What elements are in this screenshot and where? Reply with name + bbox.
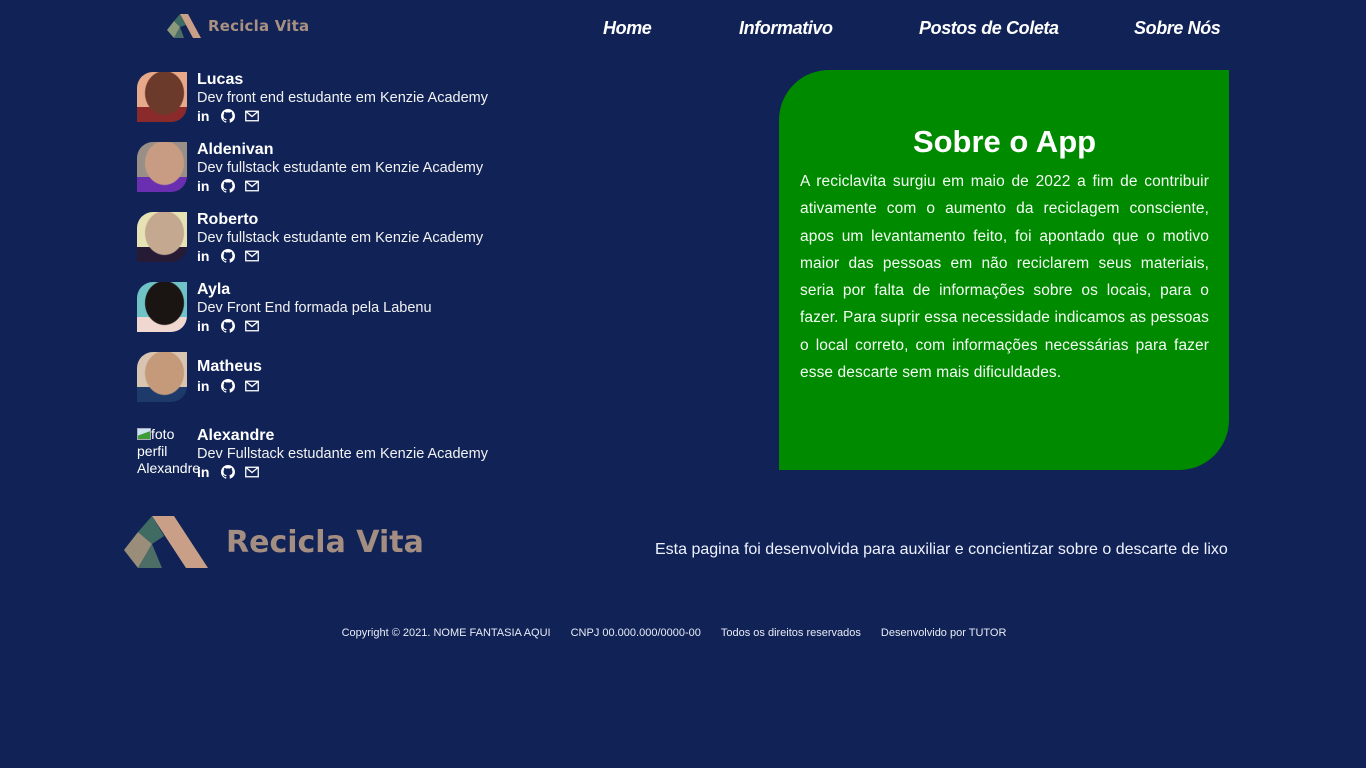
footer-tagline: Esta pagina foi desenvolvida para auxiliar e concientizar sobre o descarte de lixo	[655, 541, 1228, 558]
linkedin-icon[interactable]: in	[197, 178, 210, 194]
member-name: Roberto	[197, 211, 259, 228]
recicla-vita-logo-icon	[166, 13, 202, 39]
recicla-vita-logo-icon	[122, 514, 210, 570]
team-member-alexandre	[137, 426, 557, 496]
developed-by-text: Desenvolvido por TUTOR	[880, 627, 1007, 639]
about-title: Sobre o App	[912, 124, 1097, 159]
github-icon[interactable]	[221, 319, 235, 333]
member-name: Lucas	[197, 71, 244, 88]
team-member-matheus	[137, 350, 557, 426]
nav-sobre-nos[interactable]: Sobre Nós	[1134, 18, 1221, 38]
nav-home[interactable]: Home	[603, 18, 652, 38]
github-icon[interactable]	[221, 465, 235, 479]
member-name: Matheus	[197, 358, 262, 375]
footer-brand-name: Recicla Vita	[226, 524, 424, 560]
rights-text: Todos os direitos reservados	[720, 627, 861, 639]
mail-icon[interactable]	[245, 180, 259, 192]
avatar	[137, 352, 187, 402]
github-icon[interactable]	[221, 179, 235, 193]
member-name: Ayla	[197, 281, 231, 298]
team-member-ayla	[137, 280, 557, 350]
header-logo[interactable]	[166, 13, 309, 39]
nav-postos-de-coleta[interactable]: Postos de Coleta	[919, 18, 1059, 38]
site-header	[0, 0, 1366, 58]
mail-icon[interactable]	[245, 320, 259, 332]
member-info	[197, 70, 488, 124]
team-list	[137, 70, 557, 496]
mail-icon[interactable]	[245, 110, 259, 122]
member-social-links	[197, 464, 488, 480]
member-info	[197, 280, 432, 334]
member-info	[197, 210, 483, 264]
mail-icon[interactable]	[245, 250, 259, 262]
linkedin-icon[interactable]: in	[197, 318, 210, 334]
mail-icon[interactable]	[245, 380, 259, 392]
team-member-aldenivan	[137, 140, 557, 210]
header-brand-name: Recicla Vita	[208, 17, 310, 35]
linkedin-icon[interactable]: in	[197, 248, 210, 264]
member-role: Dev fullstack estudante em Kenzie Academy	[197, 230, 484, 246]
member-social-links	[197, 378, 262, 394]
team-member-lucas	[137, 70, 557, 140]
member-role: Dev front end estudante em Kenzie Academy	[197, 90, 488, 106]
github-icon[interactable]	[221, 379, 235, 393]
avatar-broken-image: foto perfil Alexandre	[137, 426, 201, 476]
member-social-links	[197, 108, 488, 124]
member-info	[197, 140, 483, 194]
linkedin-icon[interactable]: in	[197, 464, 210, 480]
mail-icon[interactable]	[245, 466, 259, 478]
member-name: Aldenivan	[197, 141, 274, 158]
linkedin-icon[interactable]: in	[197, 108, 210, 124]
footer-legal	[0, 627, 1366, 639]
nav-informativo[interactable]: Informativo	[739, 18, 833, 38]
member-role: Dev Front End formada pela Labenu	[197, 300, 432, 316]
copyright-text: Copyright © 2021. NOME FANTASIA AQUI	[341, 627, 551, 639]
member-role: Dev fullstack estudante em Kenzie Academy	[197, 160, 484, 176]
footer-logo	[122, 514, 424, 570]
avatar	[137, 142, 187, 192]
avatar	[137, 282, 187, 332]
member-social-links	[197, 318, 432, 334]
linkedin-icon[interactable]: in	[197, 378, 210, 394]
avatar	[137, 72, 187, 122]
member-info	[197, 357, 262, 394]
member-social-links	[197, 178, 483, 194]
about-app-card	[779, 70, 1229, 470]
team-member-roberto	[137, 210, 557, 280]
github-icon[interactable]	[221, 249, 235, 263]
avatar	[137, 212, 187, 262]
broken-image-icon	[137, 428, 151, 440]
about-text: A reciclavita surgiu em maio de 2022 a fim de contribuir ativamente com o aumento da reciclagem consciente, apos um levantamento feito, foi apontado que o motivo maior das pessoas em não reciclarem seus materiais, seria por falta de informações sobre os locais, para o fazer. Para suprir essa necessidade indicamos as pessoas o local correto, com informações necessárias para fazer esse descarte sem mais dificuldades.	[800, 173, 1209, 382]
member-role: Dev Fullstack estudante em Kenzie Academy	[197, 446, 488, 462]
cnpj-text: CNPJ 00.000.000/0000-00	[570, 627, 701, 639]
member-info	[197, 426, 488, 480]
member-name: Alexandre	[197, 427, 275, 444]
github-icon[interactable]	[221, 109, 235, 123]
member-social-links	[197, 248, 483, 264]
